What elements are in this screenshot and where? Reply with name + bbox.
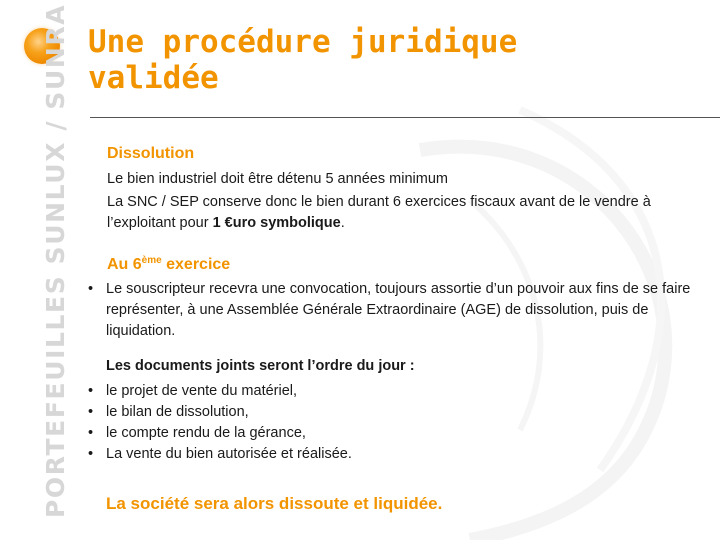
exercise-heading-sup: ème (141, 255, 162, 266)
title-divider (90, 117, 720, 118)
exercise-heading-suffix: exercice (161, 256, 231, 273)
list-item: • le compte rendu de la gérance, (88, 423, 696, 444)
dissolution-line-1: Le bien industriel doit être détenu 5 années minimum (107, 171, 448, 187)
conclusion-text: La société sera alors dissoute et liquidée. (106, 494, 443, 513)
dissolution-heading: Dissolution (107, 145, 195, 162)
list-item: • Le souscripteur recevra une convocation, toujours assortie d’un pouvoir aux fins de se faire représenter, à une Assemblée Générale Extraordinaire (AGE) de dissolution, puis de liquidation. (88, 279, 696, 342)
documents-list (88, 381, 696, 465)
slide-title (88, 24, 517, 96)
dissolution-line-2-end: . (340, 215, 345, 231)
documents-heading: Les documents joints seront l’ordre du jour : (106, 358, 415, 374)
title-line-2: validée (88, 60, 219, 96)
symbolic-price: 1 €uro symbolique (212, 215, 341, 231)
list-item: • le projet de vente du matériel, (88, 381, 696, 402)
list-item: • La vente du bien autorisée et réalisée. (88, 444, 696, 465)
list-item: • le bilan de dissolution, (88, 402, 696, 423)
exercise-list (88, 279, 696, 342)
dissolution-line-2-text: La SNC / SEP conserve donc le bien durant 6 exercices fiscaux avant de le vendre à l’exploitant pour (107, 194, 651, 231)
title-line-1: Une procédure juridique (88, 24, 518, 60)
exercise-heading (107, 255, 230, 274)
brand-side-text: PORTEFEUILLES SUNLUX / SUNRA (41, 3, 70, 518)
dissolution-line-2 (107, 192, 652, 234)
exercise-heading-prefix: Au 6 (107, 256, 142, 273)
